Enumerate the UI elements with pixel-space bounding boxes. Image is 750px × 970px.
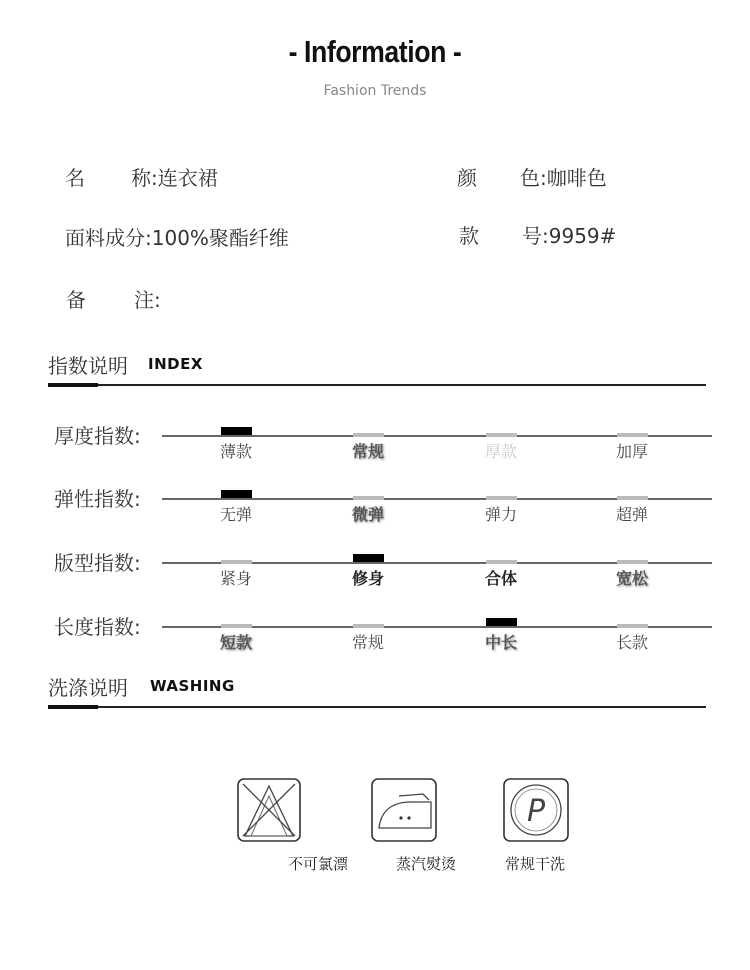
index-divider xyxy=(48,384,706,386)
no-bleach-icon xyxy=(237,778,301,842)
index-marker xyxy=(617,624,648,628)
index-label: 版型指数: xyxy=(54,551,141,575)
index-marker xyxy=(486,496,517,500)
index-option: 紧身 xyxy=(219,569,252,588)
index-option: 常规 xyxy=(351,442,384,461)
index-marker xyxy=(353,433,384,437)
wash-title-cn: 洗涤说明 xyxy=(48,676,128,700)
remark-field xyxy=(134,284,161,313)
name-field xyxy=(131,162,218,191)
remark-label-2: 注 xyxy=(134,288,154,312)
style-label-1: 款 xyxy=(459,224,479,248)
index-option: 常规 xyxy=(351,633,384,652)
index-option: 超弹 xyxy=(615,505,648,524)
page-subtitle: Fashion Trends xyxy=(323,83,427,99)
index-marker-selected xyxy=(353,554,384,562)
index-option: 合体 xyxy=(484,569,517,588)
dry-clean-icon xyxy=(503,778,567,842)
color-field xyxy=(520,162,607,191)
name-value: :连衣裙 xyxy=(151,166,218,190)
index-label: 弹性指数: xyxy=(54,487,141,511)
index-title-en: INDEX xyxy=(148,355,203,373)
index-option: 微弹 xyxy=(351,505,384,524)
index-marker xyxy=(221,624,252,628)
index-marker xyxy=(617,560,648,564)
name-label-1: 名 xyxy=(65,166,85,190)
index-divider-accent xyxy=(48,383,98,387)
index-option: 宽松 xyxy=(615,569,648,588)
color-label-2: 色 xyxy=(520,166,540,190)
index-marker xyxy=(486,560,517,564)
index-option: 厚款 xyxy=(484,442,517,461)
no-bleach-label: 不可氯漂 xyxy=(288,855,349,873)
index-marker xyxy=(221,560,252,564)
index-title-cn: 指数说明 xyxy=(48,354,128,378)
remark-value: : xyxy=(154,288,161,312)
index-option: 修身 xyxy=(351,569,384,588)
steam-iron-icon xyxy=(371,778,435,842)
index-option: 长款 xyxy=(615,633,648,652)
dry-clean-symbol: P xyxy=(526,794,546,829)
steam-iron-label: 蒸汽熨烫 xyxy=(396,855,457,873)
fabric-field xyxy=(65,222,289,251)
wash-title-en: WASHING xyxy=(150,677,235,695)
index-marker xyxy=(353,624,384,628)
dry-clean-label: 常规干洗 xyxy=(505,855,566,873)
fabric-label: 面料成分 xyxy=(65,226,145,250)
index-label: 长度指数: xyxy=(54,615,141,639)
color-value: :咖啡色 xyxy=(540,166,607,190)
index-marker-selected xyxy=(221,427,252,435)
index-option: 薄款 xyxy=(219,442,252,461)
page-title: - Information - xyxy=(288,34,462,69)
index-option: 短款 xyxy=(219,633,252,652)
style-value: :9959# xyxy=(542,224,617,248)
fabric-value: :100%聚酯纤维 xyxy=(145,226,289,250)
index-label: 厚度指数: xyxy=(54,424,141,448)
remark-label-1: 备 xyxy=(66,288,86,312)
wash-divider xyxy=(48,706,706,708)
index-marker xyxy=(617,433,648,437)
index-option: 中长 xyxy=(484,633,517,652)
wash-divider-accent xyxy=(48,705,98,709)
index-marker xyxy=(353,496,384,500)
index-marker xyxy=(486,433,517,437)
name-label-2: 称 xyxy=(131,166,151,190)
index-marker xyxy=(617,496,648,500)
style-field xyxy=(522,220,616,249)
index-option: 弹力 xyxy=(484,505,517,524)
style-label-2: 号 xyxy=(522,224,542,248)
index-option: 加厚 xyxy=(615,442,648,461)
index-marker-selected xyxy=(486,618,517,626)
index-option: 无弹 xyxy=(219,505,252,524)
color-label-1: 颜 xyxy=(457,166,477,190)
index-marker-selected xyxy=(221,490,252,498)
